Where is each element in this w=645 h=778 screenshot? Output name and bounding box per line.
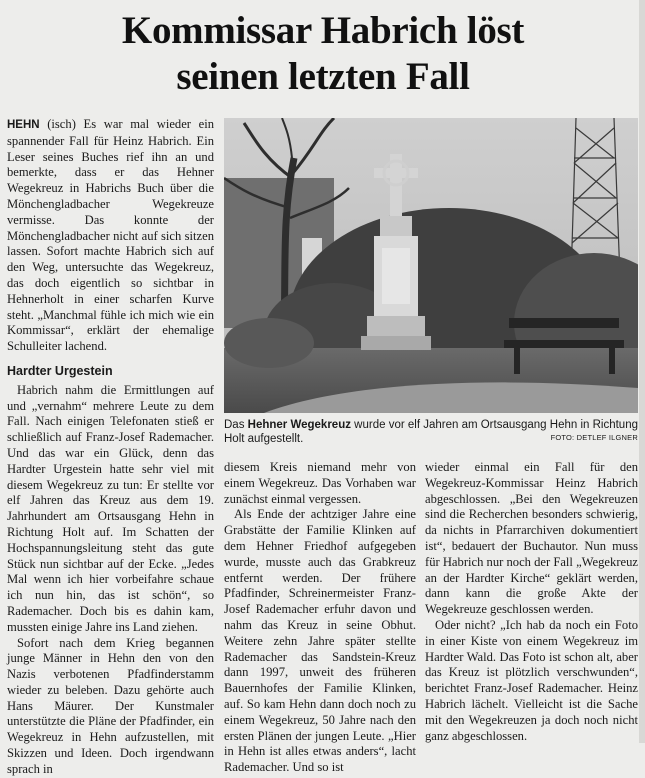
article-column-middle	[224, 460, 416, 776]
lead-text: (isch) Es war mal wieder ein spannender Fall für Heinz Habrich. Ein Leser seines Buches rief ihn an und bemerkte, dass er das Hehner Wegekreuz in Habrichs Buch über die Mönchengladbacher Wegekreuze vermisse. Das konnte der Mönchengladbacher nicht auf sich sitzen lassen. Sofort machte Habrich sich auf den Weg, untersuchte das Wegekreuz, das doch eigentlich so sichtbar in Hehnerholt in einer scharfen Kurve steht. „Manchmal fühle ich mich wie ein Kommissar“, erklärt der ehemalige Schulleiter lachend.	[7, 117, 214, 354]
article-column-right	[425, 460, 638, 744]
dateline: HEHN	[7, 119, 40, 131]
headline	[8, 8, 638, 100]
paragraph-2: Habrich nahm die Ermittlungen auf und „vernahm“ mehrere Leute zu dem Fall. Nach einigen Telefonaten stieß er schließlich auf Franz-Josef Rademacher. Und das war ein Glück, denn das Hardter Urgestein hatte sehr viel mit diesem Wegekreuz zu tun: Er stellte vor elf Jahren das Kreuz aus dem 19. Jahrhundert am Ortsausgang Hehn in Richtung Holt auf. Im Schatten der Hochspannungsleitung steht das gute Stück nun sichtbar auf der Ecke. „Jedes Mal wenn ich hier vorbeifahre schaue ich nun hin, das ist schön“, so Rademacher. Doch bis es dahin kam, mussten einige Jahre ins Land ziehen.	[7, 382, 214, 634]
paragraph-6: wieder einmal ein Fall für den Wegekreuz-Kommissar Heinz Habrich abgeschlossen. „Bei den Wegekreuzen sind die Recherchen besonders schwierig, da nichts in Pfarrarchiven dokumentiert ist“, bedauert der Buchautor. Nun muss für Habrich nur noch der Fall „Wegekreuz an der Hardter Kirche“ geklärt werden, dann kann die große Akte der Wegekreuze geschlossen werden.	[425, 460, 638, 617]
caption-text-end: wurde vor elf Jahren am Ortsausgang Hehn in Richtung Holt aufgestellt.	[224, 419, 638, 445]
paragraph-5: Als Ende der achtziger Jahre eine Grabstätte der Familie Klinken auf dem Hehner Friedhof aufgegeben wurde, musste auch das Grabkreuz entfernt werden. Der frühere Pfadfinder, Schreinermeister Franz-Josef Rademacher erfuhr davon und nahm das Kreuz in seine Obhut. Weitere zehn Jahre später stellte Rademacher das Sandstein-Kreuz dann 1997, unweit des früheren Bauernhofes der Familie Klinken, auf. So kam Hehn dann doch noch zu einem Wegekreuz, 50 Jahre nach den ersten Plänen der jungen Leute. „Hier in Hehn ist alles etwas anders“, lacht Rademacher. Und so ist	[224, 507, 416, 775]
headline-line-2: seinen letzten Fall	[176, 55, 470, 98]
paragraph-3: Sofort nach dem Krieg begannen junge Männer in Hehn den von den Nazis verbotenen Pfadfinderstamm wieder zu beleben. Dazu gehörte auch Hans Mäurer. Der Kunstmaler unterstützte die Pläne der Pfadfinder, ein Wegekreuz in Hehn aufzustellen, mit Skizzen und Ideen. Doch irgendwann sprach in	[7, 635, 214, 776]
photo-credit: FOTO: DETLEF ILGNER	[550, 433, 638, 442]
paragraph-4: diesem Kreis niemand mehr von einem Wegekreuz. Das Vorhaben war zunächst einmal vergessen.	[224, 460, 416, 506]
headline-line-1: Kommissar Habrich löst	[121, 9, 525, 52]
page-edge	[639, 0, 645, 743]
lead-paragraph	[7, 117, 214, 355]
article-photo	[224, 118, 638, 413]
caption-highlight: Hehner Wegekreuz	[247, 419, 351, 431]
paragraph-7: Oder nicht? „Ich hab da noch ein Foto in einer Kiste von einem Wegekreuz im Hardter Wald. Das Foto ist schon alt, aber das Kreuz ist plötzlich verschwunden“, berichtet Franz-Josef Rademacher. Heinz Habrich lächelt. Vielleicht ist die Sache mit den Wegekreuzen ja doch noch nicht ganz abgeschlossen.	[425, 617, 638, 743]
article-column-left	[7, 117, 214, 778]
caption-text-start: Das	[224, 419, 248, 431]
subheading: Hardter Urgestein	[7, 363, 113, 378]
